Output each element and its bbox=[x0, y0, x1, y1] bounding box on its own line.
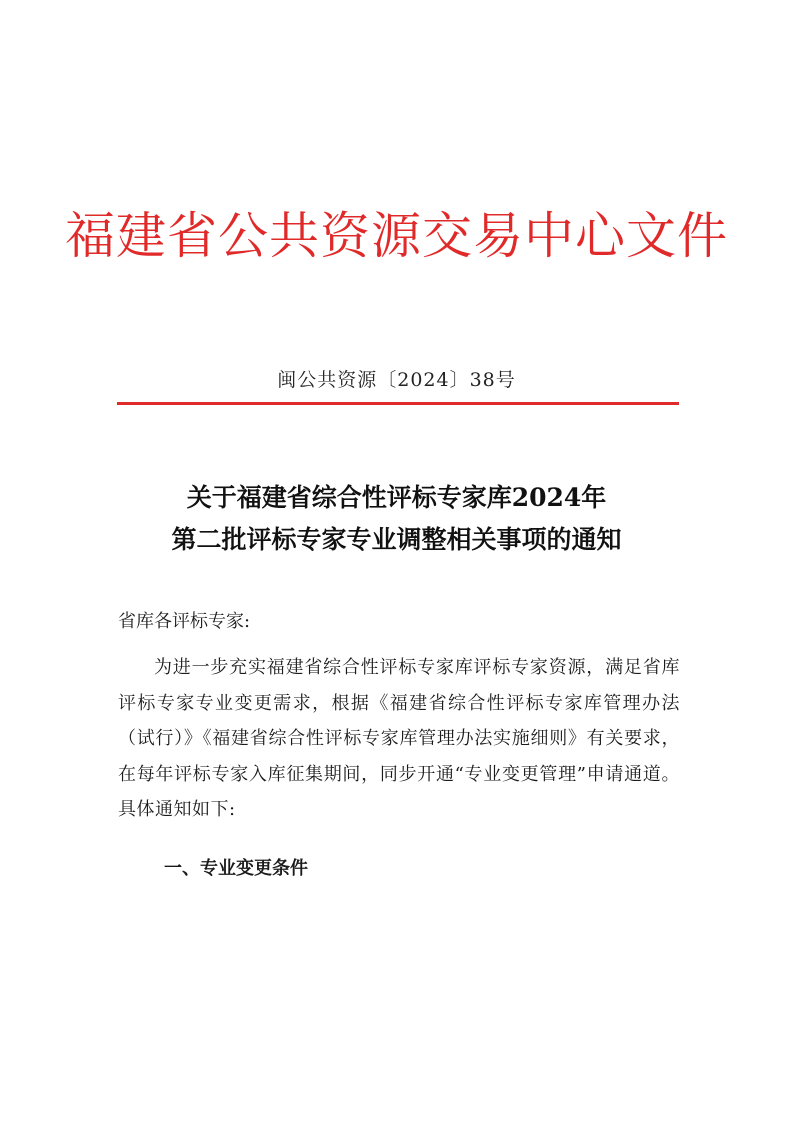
notice-title bbox=[0, 477, 793, 561]
document-header-title: 福建省公共资源交易中心文件 bbox=[65, 207, 728, 265]
notice-title-line-1: 关于福建省综合性评标专家库2024年 bbox=[186, 483, 607, 512]
section-heading: 一、专业变更条件 bbox=[164, 858, 308, 879]
document-number: 闽公共资源〔2024〕38号 bbox=[277, 369, 516, 391]
body-paragraph: 为进一步充实福建省综合性评标专家库评标专家资源，满足省库评标专家专业变更需求，根据《福建省综合性评标专家库管理办法（试行）》《福建省综合性评标专家库管理办法实施细则》有关要求，在每年评标专家入库征集期间，同步开通“专业变更管理”申请通道。具体通知如下: bbox=[118, 657, 680, 820]
salutation: 省库各评标专家: bbox=[118, 611, 251, 632]
notice-title-line-2: 第二批评标专家专业调整相关事项的通知 bbox=[171, 525, 622, 554]
red-divider-line bbox=[117, 402, 679, 405]
